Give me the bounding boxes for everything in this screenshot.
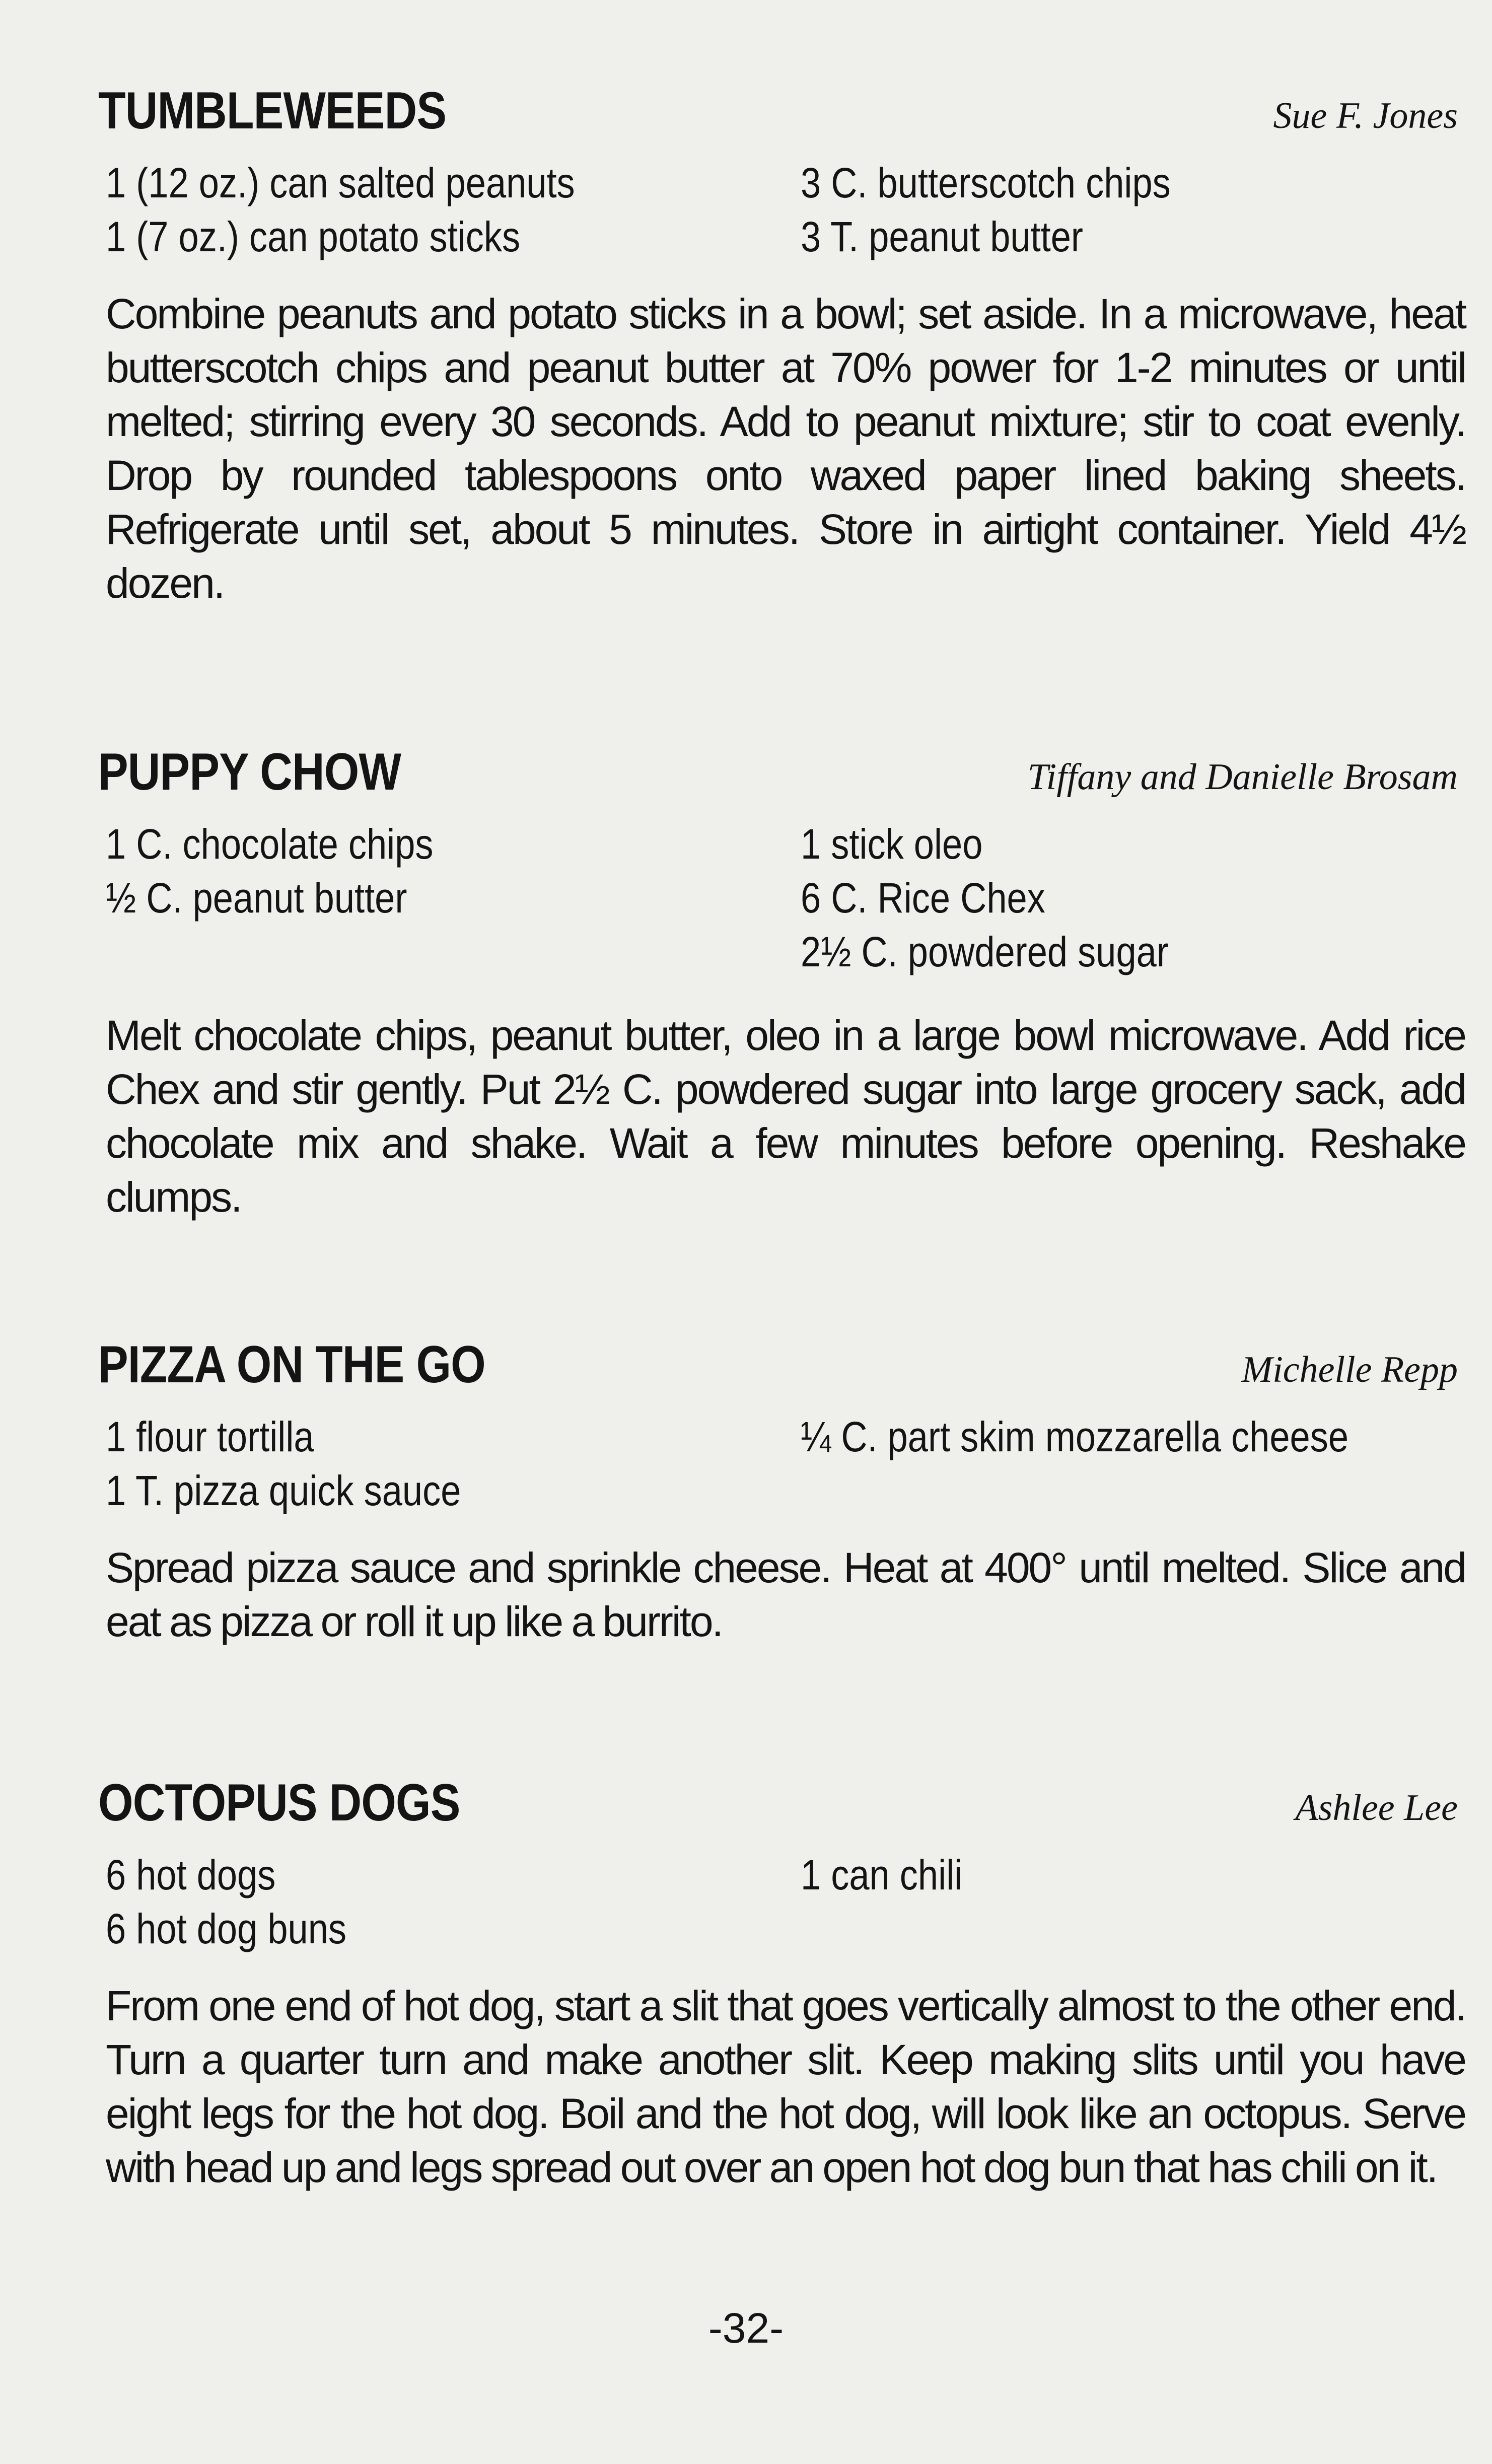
ingredient: 2½ C. powdered sugar: [801, 928, 1169, 975]
ingredient: 1 stick oleo: [801, 820, 983, 868]
page-number: -32-: [708, 2304, 784, 2352]
recipe-author: Tiffany and Danielle Brosam: [1027, 756, 1458, 798]
recipe-pizza-on-the-go: [98, 1334, 1465, 1649]
recipe-title: TUMBLEWEEDS: [98, 82, 447, 140]
recipe-header: [98, 1334, 1458, 1400]
recipe-octopus-dogs: [98, 1773, 1465, 2195]
recipe-title: PIZZA ON THE GO: [98, 1335, 485, 1394]
ingredient-column-right: [801, 1410, 1348, 1464]
recipe-author: Sue F. Jones: [1273, 95, 1458, 136]
ingredient: ¼ C. part skim mozzarella cheese: [801, 1413, 1349, 1460]
ingredient: 3 C. butterscotch chips: [801, 159, 1171, 206]
recipe-author: Ashlee Lee: [1295, 1787, 1458, 1828]
ingredient-column-right: [801, 156, 1171, 264]
ingredient-column-right: [801, 1848, 962, 1902]
ingredient: 6 hot dog buns: [106, 1905, 346, 1952]
ingredient: 1 T. pizza quick sauce: [106, 1467, 461, 1514]
ingredient-column-left: [106, 1848, 346, 1956]
recipe-directions: Spread pizza sauce and sprinkle cheese. Heat at 400° until melted. Slice and eat as pizza or roll it up like a burrito.: [106, 1544, 1465, 1645]
ingredient-list: [98, 1410, 1458, 1521]
ingredient: 3 T. peanut butter: [801, 213, 1083, 260]
recipe-author: Michelle Repp: [1241, 1349, 1458, 1390]
recipe-header: [98, 81, 1458, 146]
recipe-directions: From one end of hot dog, start a slit that goes vertically almost to the other end. Turn a quarter turn and make another slit. Keep making slits until you have eight legs for the hot dog. Boil and the hot dog, will look like an octopus. Serve with head up and legs spread out over an open hot dog bun that has chili on it.: [106, 1982, 1465, 2191]
recipe-title: PUPPY CHOW: [98, 743, 401, 801]
recipe-header: [98, 1773, 1458, 1838]
ingredient-column-right: [801, 817, 1169, 979]
ingredient: 1 flour tortilla: [106, 1413, 314, 1460]
ingredient: 1 C. chocolate chips: [106, 820, 434, 868]
ingredient: 1 can chili: [801, 1851, 963, 1898]
ingredient-list: [98, 817, 1458, 983]
recipe-title: OCTOPUS DOGS: [98, 1774, 460, 1832]
recipe-header: [98, 742, 1458, 807]
recipe-directions: Combine peanuts and potato sticks in a bowl; set aside. In a microwave, heat butterscotch chips and peanut butter at 70% power for 1-2 minutes or until melted; stirring every 30 seconds. Add to peanut mixture; stir to coat evenly. Drop by rounded tablespoons onto waxed paper lined baking sheets. Refrigerate until set, about 5 minutes. Store in airtight container. Yield 4½ dozen.: [106, 290, 1465, 607]
ingredient-column-left: [106, 1410, 461, 1518]
ingredient-list: [98, 156, 1458, 267]
ingredient: 6 hot dogs: [106, 1851, 276, 1898]
recipe-tumbleweeds: [98, 81, 1465, 610]
ingredient: 6 C. Rice Chex: [801, 874, 1045, 922]
ingredient: 1 (12 oz.) can salted peanuts: [106, 159, 575, 206]
ingredient: 1 (7 oz.) can potato sticks: [106, 213, 521, 260]
ingredient-column-left: [106, 817, 434, 925]
recipe-puppy-chow: [98, 742, 1465, 1224]
ingredient-list: [98, 1848, 1458, 1959]
recipe-directions: Melt chocolate chips, peanut butter, oleo in a large bowl microwave. Add rice Chex and stir gently. Put 2½ C. powdered sugar into large grocery sack, add chocolate mix and shake. Wait a few minutes before opening. Reshake clumps.: [106, 1012, 1465, 1221]
ingredient-column-left: [106, 156, 575, 264]
ingredient: ½ C. peanut butter: [106, 874, 407, 922]
